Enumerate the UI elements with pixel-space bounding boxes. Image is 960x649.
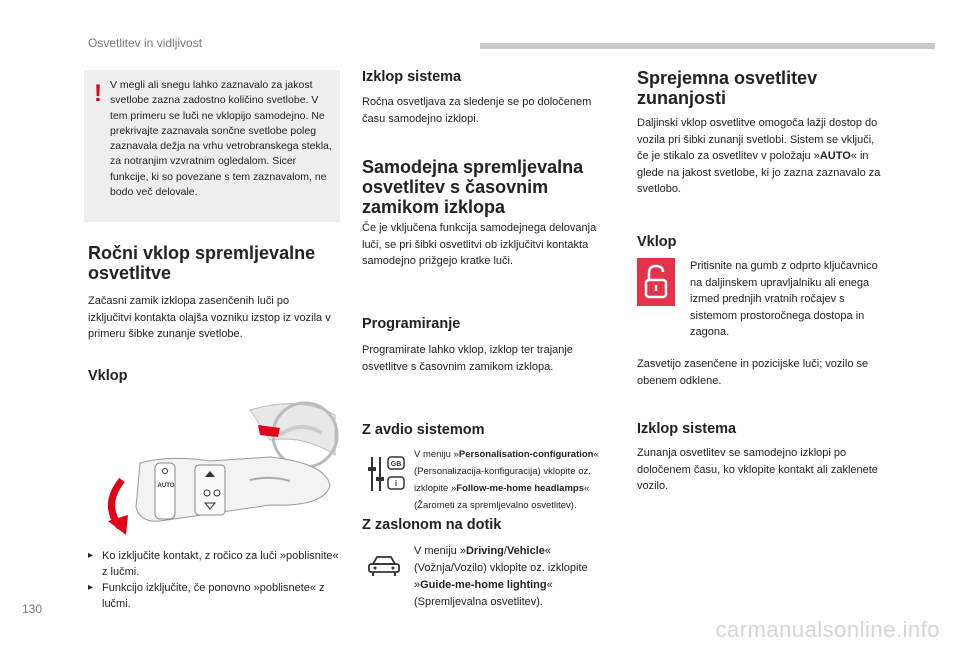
izklop-text: Ročna osvetljava za sledenje se po določenem času samodejno izklopi. bbox=[362, 96, 592, 125]
touchscreen-text: V meniju »Driving/Vehicle« (Vožnja/Vozilo) vklopite oz. izklopite »Guide-me-home lighting« (Spremljevalna osvetlitev). bbox=[414, 545, 588, 608]
touchscreen-heading: Z zaslonom na dotik bbox=[362, 517, 502, 533]
stalk-auto-label: AUTO bbox=[157, 483, 175, 489]
warning-note bbox=[84, 70, 340, 222]
watermark: carmanualsonline.info bbox=[715, 617, 940, 642]
auto-section-text: Če je vključena funkcija samodejnega delovanja luči, se pri šibki osvetlitvi ob izključitvi kontakta samodejno prižgejo kratke luči. bbox=[362, 222, 597, 267]
page-number: 130 bbox=[22, 602, 43, 616]
info-label: i bbox=[394, 479, 398, 488]
manual-vklop-heading: Vklop bbox=[88, 368, 128, 384]
arrow-bullet-icon: ▸ bbox=[88, 550, 94, 561]
izklop-heading: Izklop sistema bbox=[362, 69, 462, 85]
open-padlock-icon bbox=[637, 258, 675, 306]
manual-section-title: Ročni vklop spremljevalne osvetlitve bbox=[88, 243, 316, 283]
auto-section-title: Samodejna spremljevalna osvetlitev s časovnim zamikom izklopa bbox=[362, 157, 584, 217]
welcome-izklop-heading: Izklop sistema bbox=[637, 421, 737, 437]
unlock-icon bbox=[637, 258, 675, 306]
arrow-bullet-icon: ▸ bbox=[88, 582, 94, 593]
programiranje-heading: Programiranje bbox=[362, 316, 461, 332]
manual-section bbox=[88, 243, 343, 283]
manual-section-intro: Začasni zamik izklopa zasenčenih luči po izključitvi kontakta olajša vozniku izstop iz vozila v primeru šibke zunanje svetlobe. bbox=[88, 295, 331, 340]
welcome-izklop-text: Zunanja osvetlitev se samodejno izklopi po določenem času, ko vklopite kontakt ali zaklenete vozilo. bbox=[637, 447, 878, 492]
manual-bullets bbox=[88, 548, 343, 612]
list-item: ▸ Ko izključite kontakt, z ročico za luči »poblisnite« z lučmi. bbox=[88, 550, 339, 578]
warning-icon: ! bbox=[94, 80, 102, 107]
welcome-intro: Daljinski vklop osvetlitve omogoča lažji dostop do vozila pri šibki zunanji svetlobi. Sistem se vključi, če je stikalo za osvetlitev v položaju »AUTO« in glede na jakost svetlobe, ki jo zazna zaznavalo za svetlobo. bbox=[637, 117, 881, 195]
welcome-vklop-text: Pritisnite na gumb z odprto ključavnico na daljinskem upravljalniku ali enega izmed prednjih vratnih ročajev s sistemom prostoročnega dostopa in zagona. bbox=[690, 260, 878, 338]
list-item: ▸ Funkcijo izključite, če ponovno »poblisnete« z lučmi. bbox=[88, 582, 325, 610]
welcome-section-title: Sprejemna osvetlitev zunanjosti bbox=[637, 68, 818, 108]
section-header: Osvetlitev in vidljivost bbox=[88, 36, 203, 50]
welcome-after-text: Zasvetijo zasenčene in pozicijske luči; vozilo se obenem odklene. bbox=[637, 358, 869, 387]
welcome-vklop-heading: Vklop bbox=[637, 234, 677, 250]
programiranje-text: Programirate lahko vklop, izklop ter trajanje osvetlitve s časovnim zamikom izklopa. bbox=[362, 344, 573, 373]
header-bar bbox=[480, 43, 935, 49]
audio-system-icon bbox=[366, 455, 408, 493]
car-icon bbox=[367, 554, 401, 578]
gb-flag-label: GB bbox=[390, 461, 402, 468]
audio-text: V meniju »Personalisation-configuration« (Personalizacija-konfiguracija) vklopite oz. izklopite »Follow-me-home headlamps« (Žarometi za spremljevalno osvetlitev). bbox=[414, 449, 599, 511]
warning-note-text: V megli ali snegu lahko zaznavalo za jakost svetlobe zazna zadostno količino svetlobe. V tem primeru se luči ne vklopijo samodejno. Ne prekrivajte zaznavala sončne svetlobe poleg zaznavala dežja na vrhu vetrobranskega stekla, za notranjim vzvratnim ogledalom. Sicer funkcije, ki so povezane s tem zaznavalom, ne bodo več delovale. bbox=[110, 79, 332, 199]
audio-heading: Z avdio sistemom bbox=[362, 422, 485, 438]
light-stalk-illustration bbox=[100, 395, 340, 540]
